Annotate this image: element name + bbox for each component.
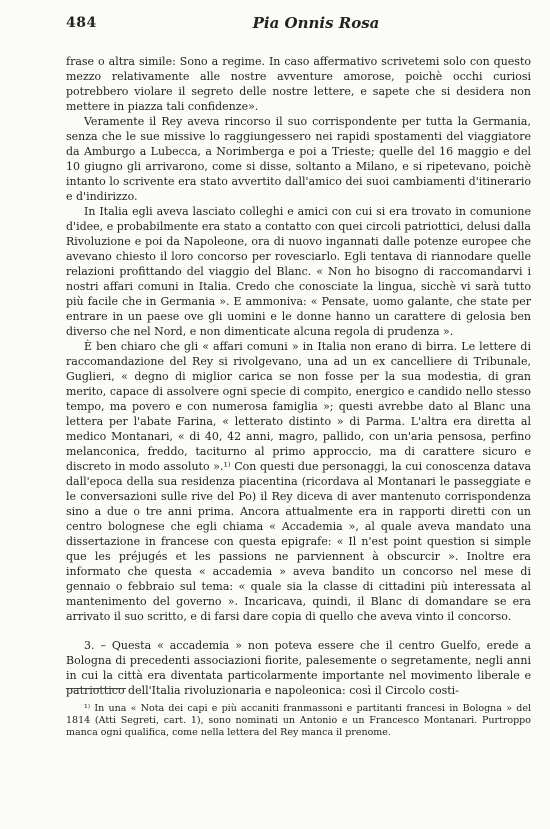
- paragraph: frase o altra simile: Sono a regime. In caso affermativo scrivetemi solo con questo mezzo relativamente alle nostre avventure amorose, poichè occhi curiosi potrebbero violare il segreto delle nostre lettere, e sapete che si desidera non mettere in piazza tali confidenze».: [66, 55, 531, 113]
- paragraph: È ben chiaro che gli « affari comuni » in Italia non erano di birra. Le lettere di raccomandazione del Rey si rivolgevano, una ad un ex cancelliere di Tribunale, Guglieri, « degno di miglior carica se non fosse per la sua modestia, di gran merito, capace di assolvere ogni specie di compito, energico e candido nello stesso tempo, ma povero e con numerosa famiglia »; questi avrebbe dato al Blanc una lettera per l'abate Farina, « letterato distinto » di Parma. L'altra era diretta al medico Montanari, « di 40, 42 anni, magro, pallido, con un'aria pensosa, perfino melanconica, freddo, taciturno al primo approccio, ma di carattere sicuro e discreto in modo assoluto ».¹⁾ Con questi due personaggi, la cui conoscenza datava dall'epoca della sua residenza piacentina (ricordava al Montanari le passeggiate e le conversazioni sulle rive del Po) il Rey diceva di aver mantenuto corrispondenza sino a due o tre anni prima. Ancora attualmente era in rapporti diretti con un centro bolognese che egli chiama « Accademia », al quale aveva mandato una dissertazione in francese con questa epigrafe: « Il n'est point question si simple que les préjugés et les passions ne parviennent à obscurcir ». Inoltre era informato che questa « accademia » aveva bandito un concorso nel mese di gennaio o febbraio sul tema: « quale sia la classe di cittadini più interessata al mantenimento del governo ». Incaricava, quindi, il Blanc di domandare se era arrivato il suo scritto, e di farsi dare copia di quello che aveva vinto il concorso.: [66, 340, 531, 623]
- running-title: Pia Onnis Rosa: [252, 14, 380, 32]
- body-text: [66, 54, 531, 698]
- footnote-rule: [66, 688, 126, 689]
- footnote-text: ¹⁾ In una « Nota dei capi e più accaniti franmassoni e partitanti francesi in Bologna » del 1814 (Atti Segreti, cart. 1), sono nominati un Antonio e un Francesco Montanari. Purtroppo manca ogni qualifica, come nella lettera del Rey manca il prenome.: [66, 703, 531, 738]
- page-header: [66, 13, 531, 35]
- footnote: [66, 703, 531, 739]
- section-paragraph: 3. – Questa « accademia » non poteva essere che il centro Guelfo, erede a Bologna di precedenti associazioni fiorite, palesemente o segretamente, negli anni in cui la città era diventata particolarmente importante nel movimento liberale e patriottico dell'Italia rivoluzionaria e napoleonica: così il Circolo costi-: [66, 639, 531, 697]
- page-number: 484: [66, 15, 97, 31]
- paragraph: In Italia egli aveva lasciato colleghi e amici con cui si era trovato in comunione d'idee, e probabilmente era stato a contatto con quei circoli patriottici, delusi dalla Rivoluzione e poi da Napoleone, ora di nuovo ingannati dalle potenze europee che avevano chiesto il loro concorso per rovesciarlo. Egli tentava di riannodare quelle relazioni profittando del viaggio del Blanc. « Non ho bisogno di raccomandarvi i nostri affari comuni in Italia. Credo che conosciate la lingua, sicchè vi sarà tutto più facile che in Germania ». E ammoniva: « Pensate, uomo galante, che state per entrare in un paese ove gli uomini e le donne hanno un carattere di gelosia ben diverso che nel Nord, e non dimenticate alcuna regola di prudenza ».: [66, 205, 531, 338]
- paragraph: Veramente il Rey aveva rincorso il suo corrispondente per tutta la Germania, senza che le sue missive lo raggiungessero nei rapidi spostamenti del viaggiatore da Amburgo a Lubecca, a Norimberga e poi a Trieste; quelle del 16 maggio e del 10 giugno gli arrivarono, come si disse, soltanto a Milano, e si ripetevano, poichè intanto lo scrivente era stato avvertito dall'amico dei suoi cambiamenti d'itinerario e d'indirizzo.: [66, 115, 531, 203]
